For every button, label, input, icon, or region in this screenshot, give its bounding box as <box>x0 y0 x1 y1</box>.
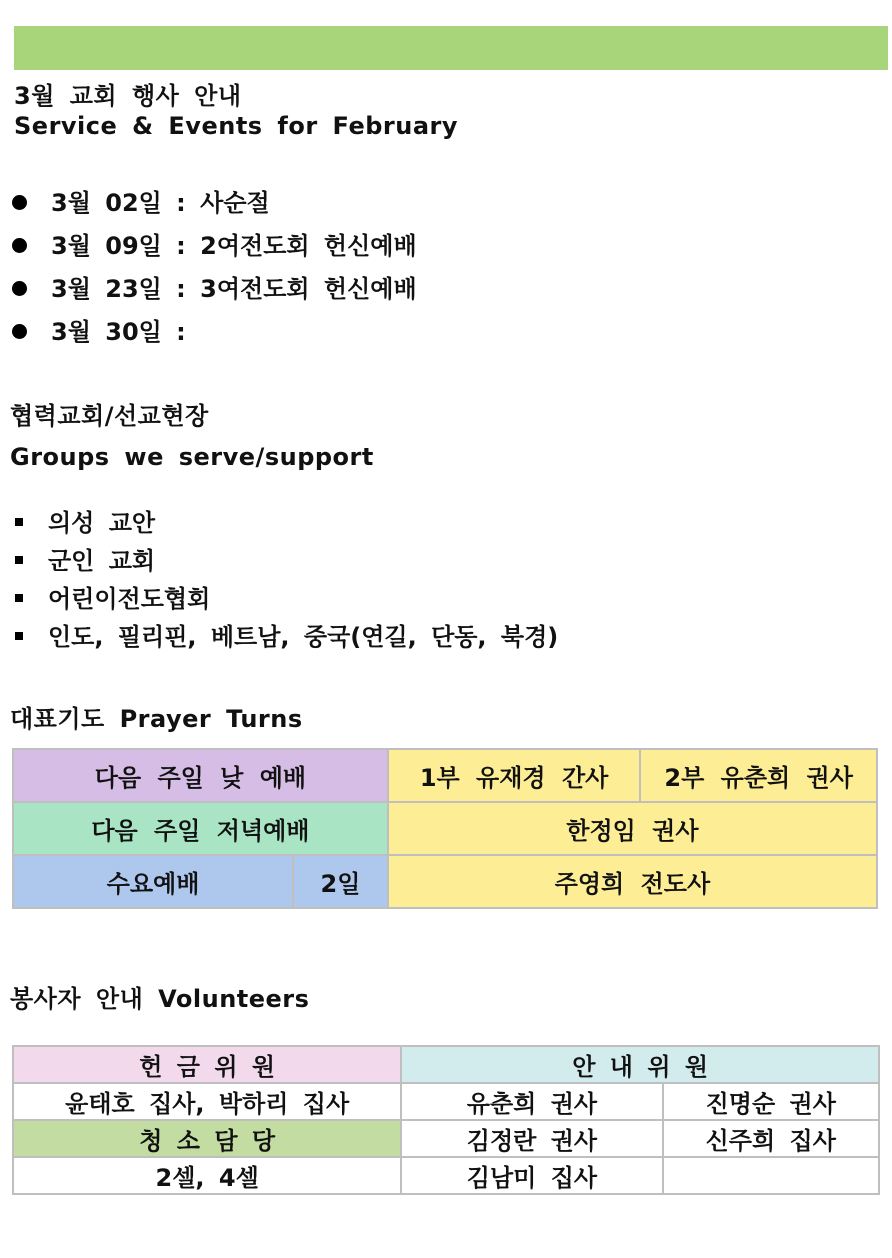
list-item: 3월 30일 : <box>12 312 186 347</box>
usher-cell: 김정란 권사 <box>401 1120 662 1157</box>
volunteers-title: 봉사자 안내 Volunteers <box>10 985 310 1013</box>
list-item: 어린이전도협회 <box>12 579 210 614</box>
prayer-first-service: 1부 유재경 간사 <box>388 749 641 802</box>
bullet-square-icon <box>15 556 23 564</box>
partners-title-ko: 협력교회/선교현장 <box>10 402 209 430</box>
offering-header: 헌 금 위 원 <box>13 1046 401 1083</box>
bullet-dot-icon <box>12 195 27 210</box>
prayer-sunday-evening-value: 한정임 권사 <box>388 802 877 855</box>
bullet-dot-icon <box>12 281 27 296</box>
partners-title-en: Groups we serve/support <box>10 443 374 471</box>
table-row <box>13 855 877 908</box>
prayer-sunday-evening-label: 다음 주일 저녁예배 <box>13 802 388 855</box>
table-row <box>13 1157 879 1194</box>
list-item: 인도, 필리핀, 베트남, 중국(연길, 단동, 북경) <box>12 617 558 652</box>
volunteers-table <box>12 1045 880 1195</box>
prayer-wednesday-label: 수요예배 <box>13 855 293 908</box>
list-item: 3월 09일 : 2여전도회 헌신예배 <box>12 226 417 261</box>
list-item: 의성 교안 <box>12 503 155 538</box>
bullet-dot-icon <box>12 238 27 253</box>
header-bar <box>14 26 888 70</box>
bullet-square-icon <box>15 594 23 602</box>
usher-cell: 김남미 집사 <box>401 1157 662 1194</box>
usher-cell: 유춘희 권사 <box>401 1083 662 1120</box>
list-item: 3월 23일 : 3여전도회 헌신예배 <box>12 269 417 304</box>
prayer-wednesday-value: 주영희 전도사 <box>388 855 877 908</box>
prayer-second-service: 2부 유춘희 권사 <box>640 749 877 802</box>
bullet-square-icon <box>15 518 23 526</box>
list-item: 3월 02일 : 사순절 <box>12 183 270 218</box>
table-row <box>13 1083 879 1120</box>
usher-header: 안 내 위 원 <box>401 1046 879 1083</box>
offering-members: 윤태호 집사, 박하리 집사 <box>13 1083 401 1120</box>
prayer-table <box>12 748 878 909</box>
usher-cell <box>663 1157 879 1194</box>
prayer-title: 대표기도 Prayer Turns <box>10 705 303 733</box>
cleaning-header: 청 소 담 당 <box>13 1120 401 1157</box>
events-title-en: Service & Events for February <box>14 112 459 140</box>
usher-cell: 진명순 권사 <box>663 1083 879 1120</box>
usher-cell: 신주희 집사 <box>663 1120 879 1157</box>
table-row <box>13 1046 879 1083</box>
table-row <box>13 749 877 802</box>
prayer-sunday-morning-label: 다음 주일 낮 예배 <box>13 749 388 802</box>
table-row <box>13 802 877 855</box>
list-item: 군인 교회 <box>12 541 155 576</box>
table-row <box>13 1120 879 1157</box>
bullet-dot-icon <box>12 324 27 339</box>
events-title-ko: 3월 교회 행사 안내 <box>14 82 242 110</box>
bullet-square-icon <box>15 632 23 640</box>
cleaning-value: 2셀, 4셀 <box>13 1157 401 1194</box>
prayer-wednesday-day: 2일 <box>293 855 388 908</box>
